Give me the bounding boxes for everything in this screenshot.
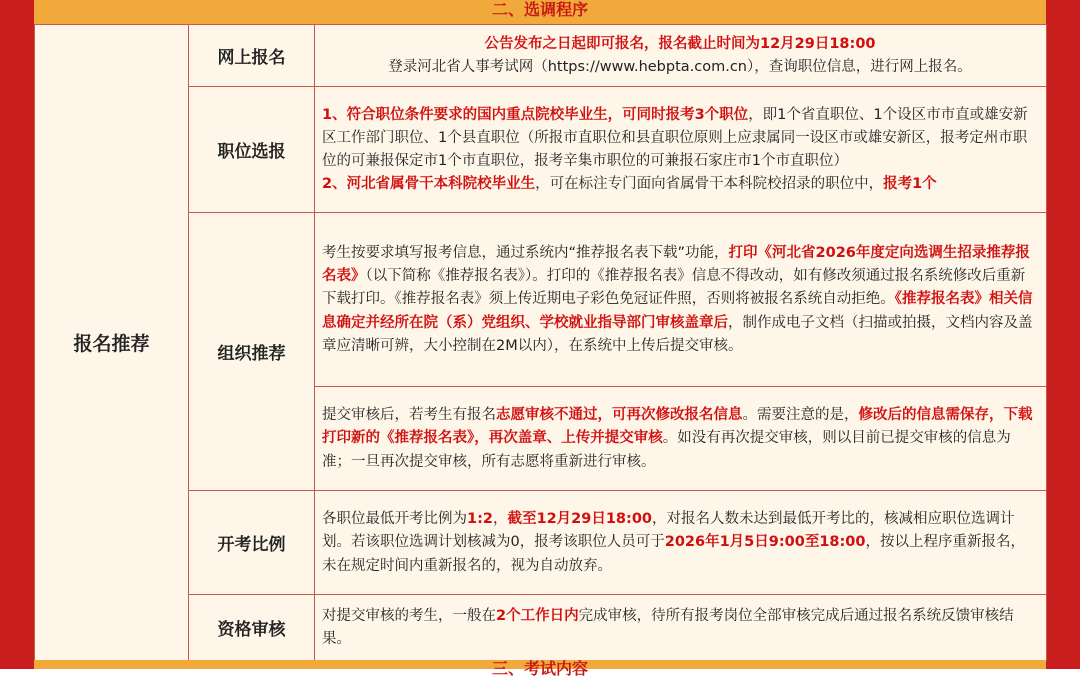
row-label-cell	[189, 595, 315, 661]
online-content	[315, 25, 1047, 87]
main-label-cell	[35, 25, 189, 661]
position-p1-text: ，即1个省直职位、1个设区市市直或雄安新区工作部门职位、1个县直职位（所报市直职位和县直职位原则上应隶属同一设区市或雄安新区，报考定州市职位的可兼报保定市1个市直职位，报考辛集市职位的可兼报石家庄市1个市直职位）	[322, 106, 1028, 169]
main-label: 报名推荐	[73, 333, 150, 355]
online-instruction: 登录河北省人事考试网（https://www.hebpta.com.cn），查询职位信息，进行网上报名。	[388, 59, 972, 75]
section-title: 二、选调程序	[491, 0, 588, 19]
next-section-header	[34, 659, 1046, 678]
row-label-cell	[189, 25, 315, 87]
deadline-notice: 公告发布之日起即可报名，报名截止时间为12月29日18:00	[484, 35, 876, 52]
position-p1-highlight: 1、符合职位条件要求的国内重点院校毕业生，可同时报考3个职位	[322, 106, 749, 123]
ratio-t2: 1:2	[467, 511, 493, 528]
ratio-t5: ，对报名人数未达到最低开考比的，核减相应职位选调计划。若该职位选调计划核减为0，报考该职位人员可于	[322, 511, 1015, 551]
ratio-t7: ，按以上程序重新报名，未在规定时间内重新报名的，视为自动放弃。	[322, 534, 1025, 574]
ratio-t6: 2026年1月5日9:00至18:00	[664, 534, 866, 551]
position-p2-text: ，可在标注专门面向省属骨干本科院校招录的职位中，	[535, 176, 884, 193]
organize-a3: （以下简称《推荐报名表》）。打印的《推荐报名表》信息不得改动，如有修改须通过报名系统修改后重新下载打印。《推荐报名表》须上传近期电子彩色免冠证件照，否则将被报名系统自动拒绝。	[322, 268, 1026, 308]
position-p2-highlight: 2、河北省属骨干本科院校毕业生	[322, 176, 536, 193]
organize-b5: 。如没有再次提交审核，则以目前已提交审核的信息为准；一旦再次提交审核，所有志愿将重新进行审核。	[322, 430, 1011, 470]
organize-b1: 提交审核后，若考生有报名	[322, 407, 496, 424]
organize-b2: 志愿审核不通过，可再次修改报名信息	[496, 407, 743, 424]
review-content	[315, 595, 1047, 661]
row-label-online: 网上报名	[217, 48, 286, 68]
ratio-t1: 各职位最低开考比例为	[322, 511, 467, 528]
row-label-cell	[189, 213, 315, 491]
ratio-t4: 截至12月29日18:00	[507, 511, 652, 528]
table-row	[35, 25, 1047, 87]
organize-b3: 。需要注意的是，	[742, 407, 859, 424]
row-label-review: 资格审核	[217, 620, 286, 640]
position-content	[315, 87, 1047, 213]
row-label-cell	[189, 87, 315, 213]
ratio-content	[315, 491, 1047, 595]
organize-a5: ，制作成电子文档（扫描或拍摄，文档内容及盖章应清晰可辨，大小控制在2M以内），在系统中上传后提交审核。	[322, 314, 1033, 354]
row-label-ratio: 开考比例	[217, 535, 286, 555]
organize-a2: 打印《河北省2026年度定向选调生招录推荐报名表》	[322, 244, 1030, 285]
review-t3: 完成审核，待所有报考岗位全部审核完成后通过报名系统反馈审核结果。	[322, 607, 1014, 647]
procedure-table	[34, 24, 1047, 661]
ratio-t3: ，	[492, 511, 508, 528]
organize-b4: 修改后的信息需保存，下载打印新的《推荐报名表》，再次盖章、上传并提交审核	[322, 407, 1033, 447]
organize-a1: 考生按要求填写报考信息，通过系统内“推荐报名表下载”功能，	[322, 244, 729, 261]
organize-content-b	[315, 387, 1047, 491]
row-label-cell	[189, 491, 315, 595]
organize-content-a	[315, 213, 1047, 387]
row-label-organize: 组织推荐	[217, 344, 286, 364]
review-t1: 对提交审核的考生，一般在	[322, 607, 496, 624]
next-section-title: 三、考试内容	[491, 659, 588, 678]
row-label-position: 职位选报	[217, 142, 286, 162]
section-header	[34, 0, 1046, 24]
review-t2: 2个工作日内	[496, 607, 579, 624]
position-p2-highlight-2: 报考1个	[883, 176, 937, 193]
organize-a4: 《推荐报名表》相关信息确定并经所在院（系）党组织、学校就业指导部门审核盖章后	[322, 291, 1033, 331]
